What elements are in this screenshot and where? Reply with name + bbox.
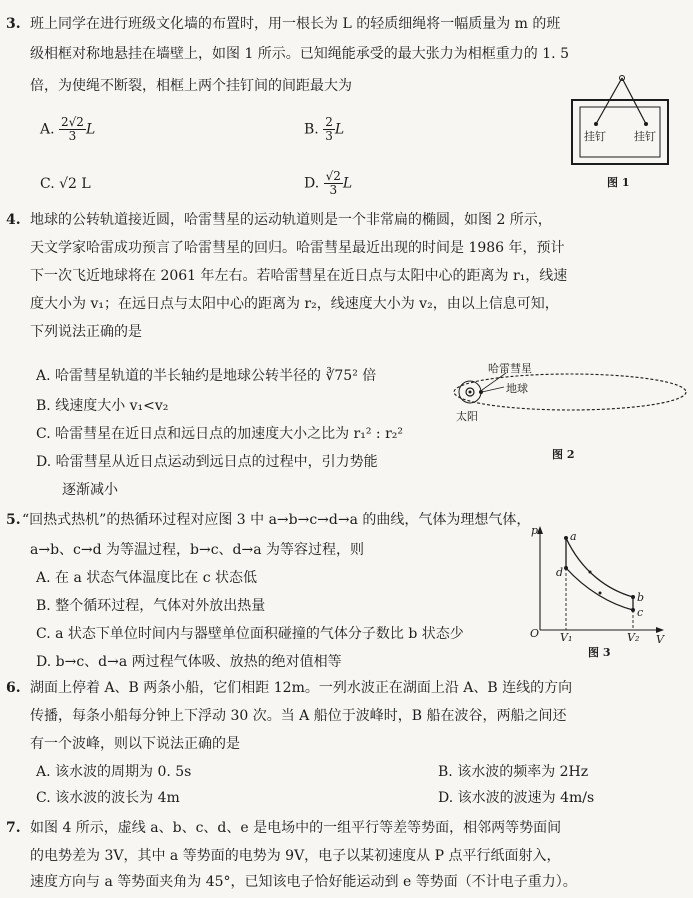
question-number: 3. [6, 16, 21, 32]
option-c: C. 哈雷彗星在近日点和远日点的加速度大小之比为 r₁² : r₂² [36, 426, 404, 442]
v2-label: V₂ [627, 631, 640, 644]
v1-label: V₁ [560, 631, 573, 644]
question-text-line: 倍，为使绳不断裂，相框上两个挂钉间的间距最大为 [30, 78, 352, 94]
question-text-line: 班上同学在进行班级文化墙的布置时，用一根长为 L 的轻质细绳将一幅质量为 m 的班 [30, 16, 561, 32]
question-number: 5. [6, 512, 21, 528]
v-axis-label: V [656, 633, 664, 646]
question-number: 7. [6, 820, 21, 836]
option-b: B. $\frac{2}{3}$ L [304, 115, 345, 143]
question-text-line: 级相框对称地悬挂在墙壁上，如图 1 所示。已知绳能承受的最大张力为相框重力的 1. 5 [30, 46, 569, 62]
option-a: A. $\frac{2√2}{3}$ L [40, 115, 96, 143]
question-text-line: a→b、c→d 为等温过程，b→c、d→a 为等容过程，则 [30, 542, 365, 558]
option-d: D. $\frac{√2}{3}$ L [304, 169, 353, 197]
point-b-label: b [637, 591, 645, 604]
option-d-continued: 逐渐减小 [62, 482, 118, 498]
point-c-label: c [637, 606, 644, 619]
sun-label: 太阳 [456, 410, 478, 423]
option-c: C. a 状态下单位时间内与器壁单位面积碰撞的气体分子数比 b 状态少 [36, 626, 464, 642]
earth-label: 地球 [506, 382, 528, 395]
point-a-label: a [570, 530, 577, 543]
point-d-label: d [556, 566, 564, 579]
option-d: D. 哈雷彗星从近日点运动到远日点的过程中，引力势能 [36, 454, 378, 470]
option-d: D. 该水波的波速为 4m/s [438, 790, 595, 806]
question-text-line: 的电势差为 3V，其中 a 等势面的电势为 9V，电子以某初速度从 P 点平行纸面射入， [30, 848, 561, 864]
origin-label: O [530, 627, 540, 640]
option-b: B. 整个循环过程，气体对外放出热量 [36, 598, 266, 614]
question-text-line: 如图 4 所示，虚线 a、b、c、d、e 是电场中的一组平行等差等势面，相邻两等势面间 [30, 820, 562, 836]
nail-label-right: 挂钉 [634, 130, 656, 143]
option-b: B. 该水波的频率为 2Hz [438, 764, 589, 780]
question-text-line: 下列说法正确的是 [30, 324, 142, 340]
comet-label: 哈雷彗星 [488, 362, 532, 375]
figure-caption: 图 2 [552, 448, 575, 461]
option-c: C. 该水波的波长为 4m [36, 790, 180, 806]
question-text-line: 传播，每条小船每分钟上下浮动 30 次。当 A 船位于波峰时，B 船在波谷，两船之间还 [30, 708, 567, 724]
question-text-line: 有一个波峰，则以下说法正确的是 [30, 736, 240, 752]
option-b: B. 线速度大小 v₁<v₂ [36, 398, 169, 414]
nail-label-left: 挂钉 [584, 130, 606, 143]
p-axis-label: p [531, 524, 539, 537]
question-text-line: 度大小为 v₁；在远日点与太阳中心的距离为 r₂，线速度大小为 v₂，由以上信息可知， [30, 296, 559, 312]
option-a: A. 哈雷彗星轨道的半长轴约是地球公转半径的 ∛75² 倍 [36, 368, 377, 384]
option-a: A. 该水波的周期为 0. 5s [36, 764, 192, 780]
question-text-line: “回热式热机”的热循环过程对应图 3 中 a→b→c→d→a 的曲线，气体为理想气体， [22, 512, 531, 528]
question-text-line: 速度方向与 a 等势面夹角为 45°，已知该电子恰好能运动到 e 等势面（不计电子重力）。 [30, 874, 577, 890]
question-text-line: 地球的公转轨道接近圆，哈雷彗星的运动轨道则是一个非常扁的椭圆，如图 2 所示， [30, 212, 552, 228]
question-text-line: 湖面上停着 A、B 两条小船，它们相距 12m。一列水波正在湖面上沿 A、B 连线的方向 [30, 680, 573, 696]
question-text-line: 下一次飞近地球将在 2061 年左右。若哈雷彗星在近日点与太阳中心的距离为 r₁，线速 [30, 268, 568, 284]
question-number: 6. [6, 680, 21, 696]
option-a: A. 在 a 状态气体温度比在 c 状态低 [36, 570, 257, 586]
option-c: C. √2 L [40, 176, 91, 192]
option-d: D. b→c、d→a 两过程气体吸、放热的绝对值相等 [36, 654, 342, 670]
question-number: 4. [6, 212, 21, 228]
question-text-line: 天文学家哈雷成功预言了哈雷彗星的回归。哈雷彗星最近出现的时间是 1986 年，预计 [30, 240, 565, 256]
figure-caption: 图 1 [607, 176, 630, 189]
figure-caption: 图 3 [588, 646, 611, 659]
